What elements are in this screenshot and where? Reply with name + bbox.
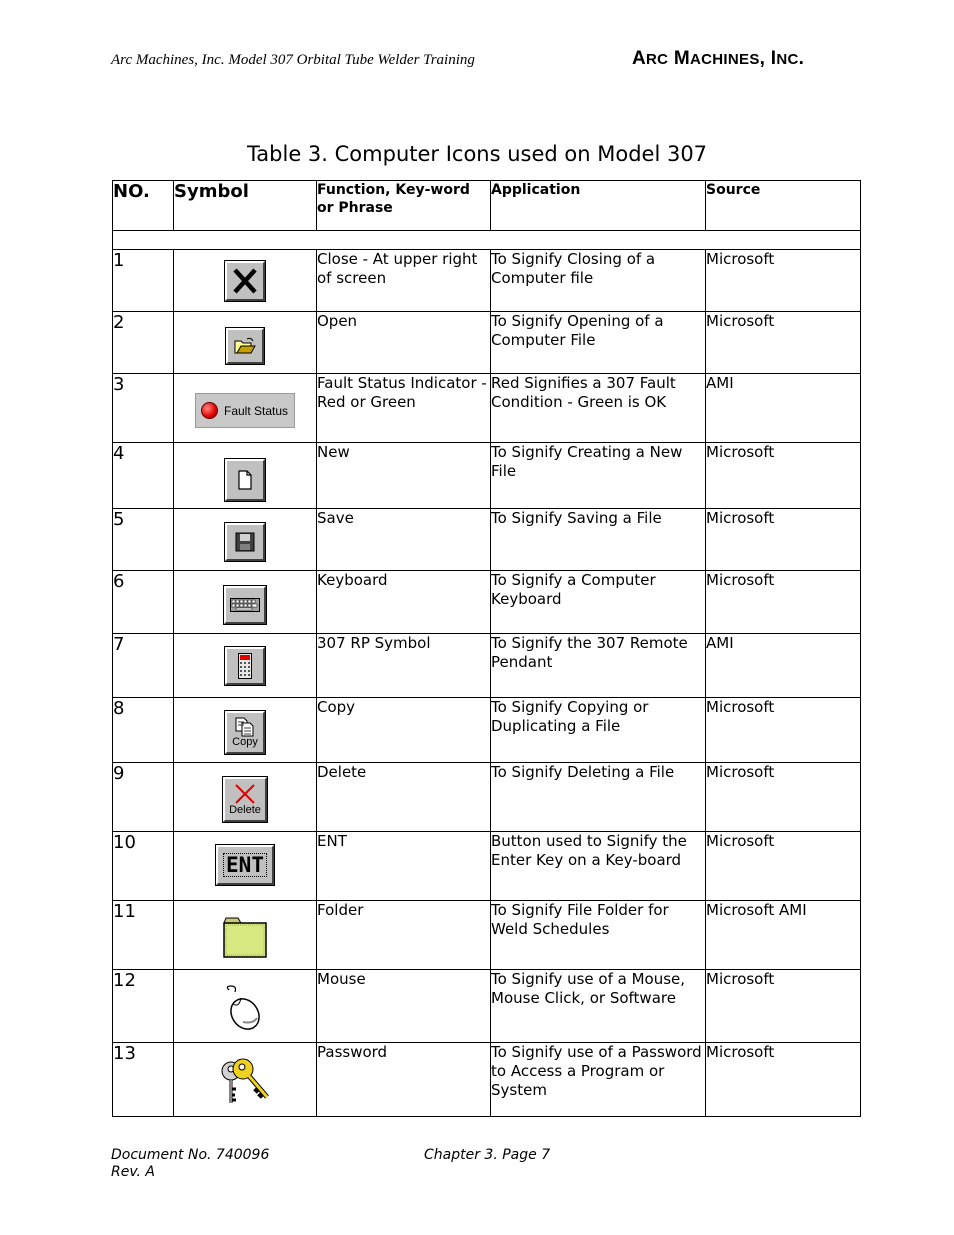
table-row <box>113 509 861 571</box>
row-number: 2 <box>113 312 174 374</box>
function-cell: ENT <box>317 832 491 901</box>
symbol-cell <box>174 970 317 1043</box>
source-cell: Microsoft <box>706 312 861 374</box>
open-folder-icon <box>226 328 264 364</box>
application-cell: To Signify File Folder for Weld Schedules <box>491 901 706 970</box>
application-cell: To Signify Saving a File <box>491 509 706 571</box>
application-cell: To Signify Opening of a Computer File <box>491 312 706 374</box>
table-row <box>113 1043 861 1117</box>
footer-document-info <box>111 1147 269 1181</box>
source-cell: Microsoft <box>706 571 861 634</box>
delete-icon-label: Delete <box>229 804 261 816</box>
new-file-icon <box>225 459 265 501</box>
row-number: 10 <box>113 832 174 901</box>
row-number: 13 <box>113 1043 174 1117</box>
copy-icon-label: Copy <box>232 736 258 748</box>
symbol-cell <box>174 634 317 698</box>
function-cell: 307 RP Symbol <box>317 634 491 698</box>
source-cell: Microsoft <box>706 698 861 763</box>
symbol-cell <box>174 443 317 509</box>
function-cell: Delete <box>317 763 491 832</box>
application-cell: To Signify use of a Password to Access a Program or System <box>491 1043 706 1117</box>
header-no: NO. <box>113 181 174 231</box>
footer-rev: Rev. A <box>111 1164 155 1180</box>
row-number: 8 <box>113 698 174 763</box>
application-cell: To Signify Deleting a File <box>491 763 706 832</box>
table-header-row <box>113 181 861 231</box>
application-cell: To Signify Closing of a Computer file <box>491 250 706 312</box>
save-disk-icon <box>225 523 265 561</box>
application-cell: To Signify Creating a New File <box>491 443 706 509</box>
logo-a: A <box>632 48 647 69</box>
row-number: 6 <box>113 571 174 634</box>
row-number: 3 <box>113 374 174 443</box>
symbol-cell <box>174 763 317 832</box>
logo-i: , I <box>759 48 777 69</box>
footer-page: Chapter 3. Page 7 <box>424 1147 551 1163</box>
source-cell: Microsoft AMI <box>706 901 861 970</box>
application-cell: Red Signifies a 307 Fault Condition - Green is OK <box>491 374 706 443</box>
symbol-cell <box>174 1043 317 1117</box>
header-application: Application <box>491 181 706 231</box>
function-cell: Keyboard <box>317 571 491 634</box>
application-cell: To Signify use of a Mouse, Mouse Click, or Software <box>491 970 706 1043</box>
icons-table <box>112 180 861 1117</box>
function-cell: New <box>317 443 491 509</box>
table-row <box>113 443 861 509</box>
row-number: 5 <box>113 509 174 571</box>
application-cell: To Signify Copying or Duplicating a File <box>491 698 706 763</box>
close-x-icon <box>225 261 265 301</box>
function-cell: Save <box>317 509 491 571</box>
function-cell: Fault Status Indicator - Red or Green <box>317 374 491 443</box>
ent-key-label: ENT <box>226 853 264 877</box>
row-number: 9 <box>113 763 174 832</box>
symbol-cell <box>174 374 317 443</box>
remote-pendant-icon <box>225 647 265 685</box>
row-number: 12 <box>113 970 174 1043</box>
table-row <box>113 374 861 443</box>
source-cell: Microsoft <box>706 832 861 901</box>
source-cell: Microsoft <box>706 443 861 509</box>
row-number: 7 <box>113 634 174 698</box>
company-logo-text <box>632 48 804 70</box>
application-cell: To Signify a Computer Keyboard <box>491 571 706 634</box>
symbol-cell <box>174 250 317 312</box>
header-source: Source <box>706 181 861 231</box>
table-row <box>113 571 861 634</box>
fault-red-dot <box>201 402 218 419</box>
row-number: 1 <box>113 250 174 312</box>
symbol-cell <box>174 571 317 634</box>
function-cell: Close - At upper right of screen <box>317 250 491 312</box>
symbol-cell <box>174 832 317 901</box>
row-number: 4 <box>113 443 174 509</box>
table-row <box>113 634 861 698</box>
application-cell: To Signify the 307 Remote Pendant <box>491 634 706 698</box>
function-cell: Password <box>317 1043 491 1117</box>
header-symbol: Symbol <box>174 181 317 231</box>
table-row <box>113 901 861 970</box>
source-cell: Microsoft <box>706 509 861 571</box>
logo-m: M <box>668 48 691 69</box>
spacer-cell <box>113 231 861 250</box>
logo-achines: ACHINES <box>690 51 760 68</box>
source-cell: Microsoft <box>706 970 861 1043</box>
source-cell: Microsoft <box>706 250 861 312</box>
row-number: 11 <box>113 901 174 970</box>
spacer-row <box>113 231 861 250</box>
copy-icon <box>225 711 265 754</box>
symbol-cell <box>174 901 317 970</box>
header-function: Function, Key-word or Phrase <box>317 181 491 231</box>
table-row <box>113 698 861 763</box>
password-keys-icon <box>217 1055 273 1113</box>
fault-status-indicator-icon <box>195 393 295 428</box>
source-cell: AMI <box>706 634 861 698</box>
source-cell: Microsoft <box>706 763 861 832</box>
footer-doc-no: Document No. 740096 <box>111 1147 270 1163</box>
function-cell: Open <box>317 312 491 374</box>
fault-status-label: Fault Status <box>224 403 289 418</box>
function-cell: Mouse <box>317 970 491 1043</box>
mouse-icon <box>223 984 267 1036</box>
function-cell: Folder <box>317 901 491 970</box>
logo-rc: RC <box>646 51 669 68</box>
keyboard-icon <box>224 586 266 624</box>
table-row <box>113 312 861 374</box>
table-row <box>113 832 861 901</box>
symbol-cell <box>174 509 317 571</box>
logo-nc: NC <box>776 51 799 68</box>
source-cell: Microsoft <box>706 1043 861 1117</box>
running-header: Arc Machines, Inc. Model 307 Orbital Tube Welder Training <box>111 52 475 68</box>
table-row <box>113 250 861 312</box>
symbol-cell <box>174 312 317 374</box>
application-cell: Button used to Signify the Enter Key on a Key-board <box>491 832 706 901</box>
function-cell: Copy <box>317 698 491 763</box>
folder-icon <box>222 915 268 963</box>
table-row <box>113 763 861 832</box>
table-title: Table 3. Computer Icons used on Model 307 <box>246 142 708 166</box>
source-cell: AMI <box>706 374 861 443</box>
symbol-cell <box>174 698 317 763</box>
delete-icon <box>223 777 267 822</box>
logo-dot: . <box>798 48 805 69</box>
ent-key-icon <box>216 845 274 885</box>
table-row <box>113 970 861 1043</box>
